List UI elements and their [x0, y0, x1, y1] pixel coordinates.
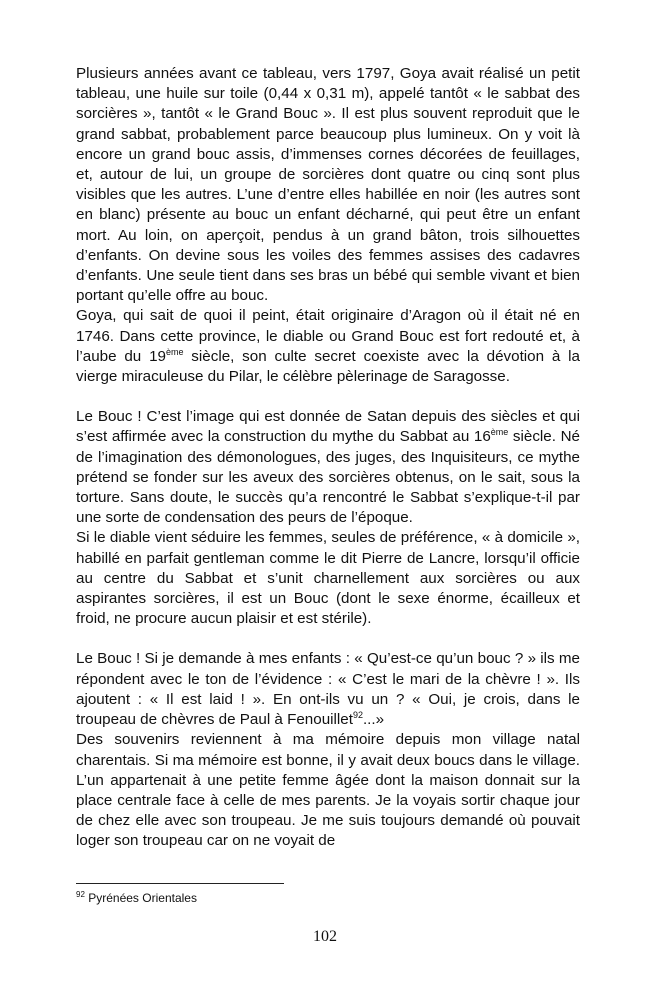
paragraph-4-text: Si le diable vient séduire les femmes, seules de préférence, « à domicile », habillé en parfait gentleman comme le dit Pierre de Lancre, lorsqu’il officie au centre du Sabbat et s’unit charnellement aux sorcières ou aux aspirantes sorcières, il est un Bouc (dont le sexe énorme, écailleux et froid, ne procure aucun plaisir et est stérile).	[76, 529, 580, 628]
paragraph-3	[76, 407, 580, 528]
paragraph-1	[76, 64, 580, 306]
paragraph-2-superscript: ème	[165, 346, 184, 357]
paragraph-6-text: Des souvenirs reviennent à ma mémoire depuis mon village natal charentais. Si ma mémoire est bonne, il y avait deux boucs dans le village. L’un appartenait à une petite femme âgée dont la maison donnait sur la place centrale face à celle de mes parents. Je la voyais sortir chaque jour de chez elle avec son troupeau. Je me suis toujours demandé où pouvait loger son troupeau car on ne voyait de	[76, 731, 580, 850]
paragraph-6	[76, 730, 580, 851]
paragraph-gap	[76, 387, 580, 407]
paragraph-1-text: Plusieurs années avant ce tableau, vers 1797, Goya avait réalisé un petit tableau, une huile sur toile (0,44 x 0,31 m), appelé tantôt « le sabbat des sorcières », tantôt « le Grand Bouc ». Il est plus souvent reproduit que le grand sabbat, probablement parce beaucoup plus lumineux. On y voit là encore un grand bouc assis, d’immenses cornes décorées de feuillages, et, autour de lui, un groupe de sorcières dont quatre ou cinq sont plus visibles que les autres. L’une d’entre elles habillée en noir (les autres sont en blanc) présente au bouc un enfant décharné, qui peut être un enfant mort. Au loin, on aperçoit, pendus à un grand bâton, trois silhouettes d’enfants. On devine sous les voiles des femmes assises des cadavres d’enfants. Une seule tient dans ses bras un bébé qui semble vivant et bien portant qu’elle offre au bouc.	[76, 65, 580, 305]
paragraph-2	[76, 306, 580, 387]
paragraph-3-text-a: Le Bouc ! C’est l’image qui est donnée de Satan depuis des siècles et qui s’est affirmée avec la construction du mythe du Sabbat au 16	[76, 408, 580, 446]
footnote-text: Pyrénées Orientales	[84, 891, 197, 905]
footnote-divider	[76, 883, 284, 884]
footnote-reference[interactable]: 92	[352, 710, 363, 721]
paragraph-2-text-a: Goya, qui sait de quoi il peint, était originaire d’Aragon où il était né en 1746. Dans cette province, le diable ou Grand Bouc est fort redouté et, à l’aube du 19	[76, 307, 580, 365]
paragraph-5	[76, 649, 580, 730]
footnote-number: 92	[76, 890, 85, 899]
paragraph-3-superscript: ème	[490, 427, 509, 438]
paragraph-4	[76, 528, 580, 629]
paragraph-5-text-a: Le Bouc ! Si je demande à mes enfants : « Qu’est-ce qu’un bouc ? » ils me répondent avec le ton de l’évidence : « C’est le mari de la chèvre ! ». Ils ajoutent : « Il est laid ! ». En ont-ils vu un ? « Oui, je crois, dans le troupeau de chèvres de Paul à Fenouillet	[76, 650, 580, 729]
paragraph-gap	[76, 629, 580, 649]
footnote	[76, 890, 197, 906]
paragraph-2-text-b: siècle, son culte secret coexiste avec la dévotion à la vierge miraculeuse du Pilar, le célèbre pèlerinage de Saragosse.	[76, 347, 580, 386]
paragraph-3-text-b: siècle. Né de l’imagination des démonologues, des juges, des Inquisiteurs, ce mythe prétend se fonder sur les aveux des sorcières obtenus, on le sait, sous la torture. Sans doute, le succès qu’a rencontré le Sabbat s’explique-t-il par une sorte de condensation des peurs de l’époque.	[76, 428, 580, 527]
page-number: 102	[313, 928, 337, 945]
page-body	[76, 64, 580, 852]
paragraph-5-text-b: ...»	[362, 711, 385, 729]
